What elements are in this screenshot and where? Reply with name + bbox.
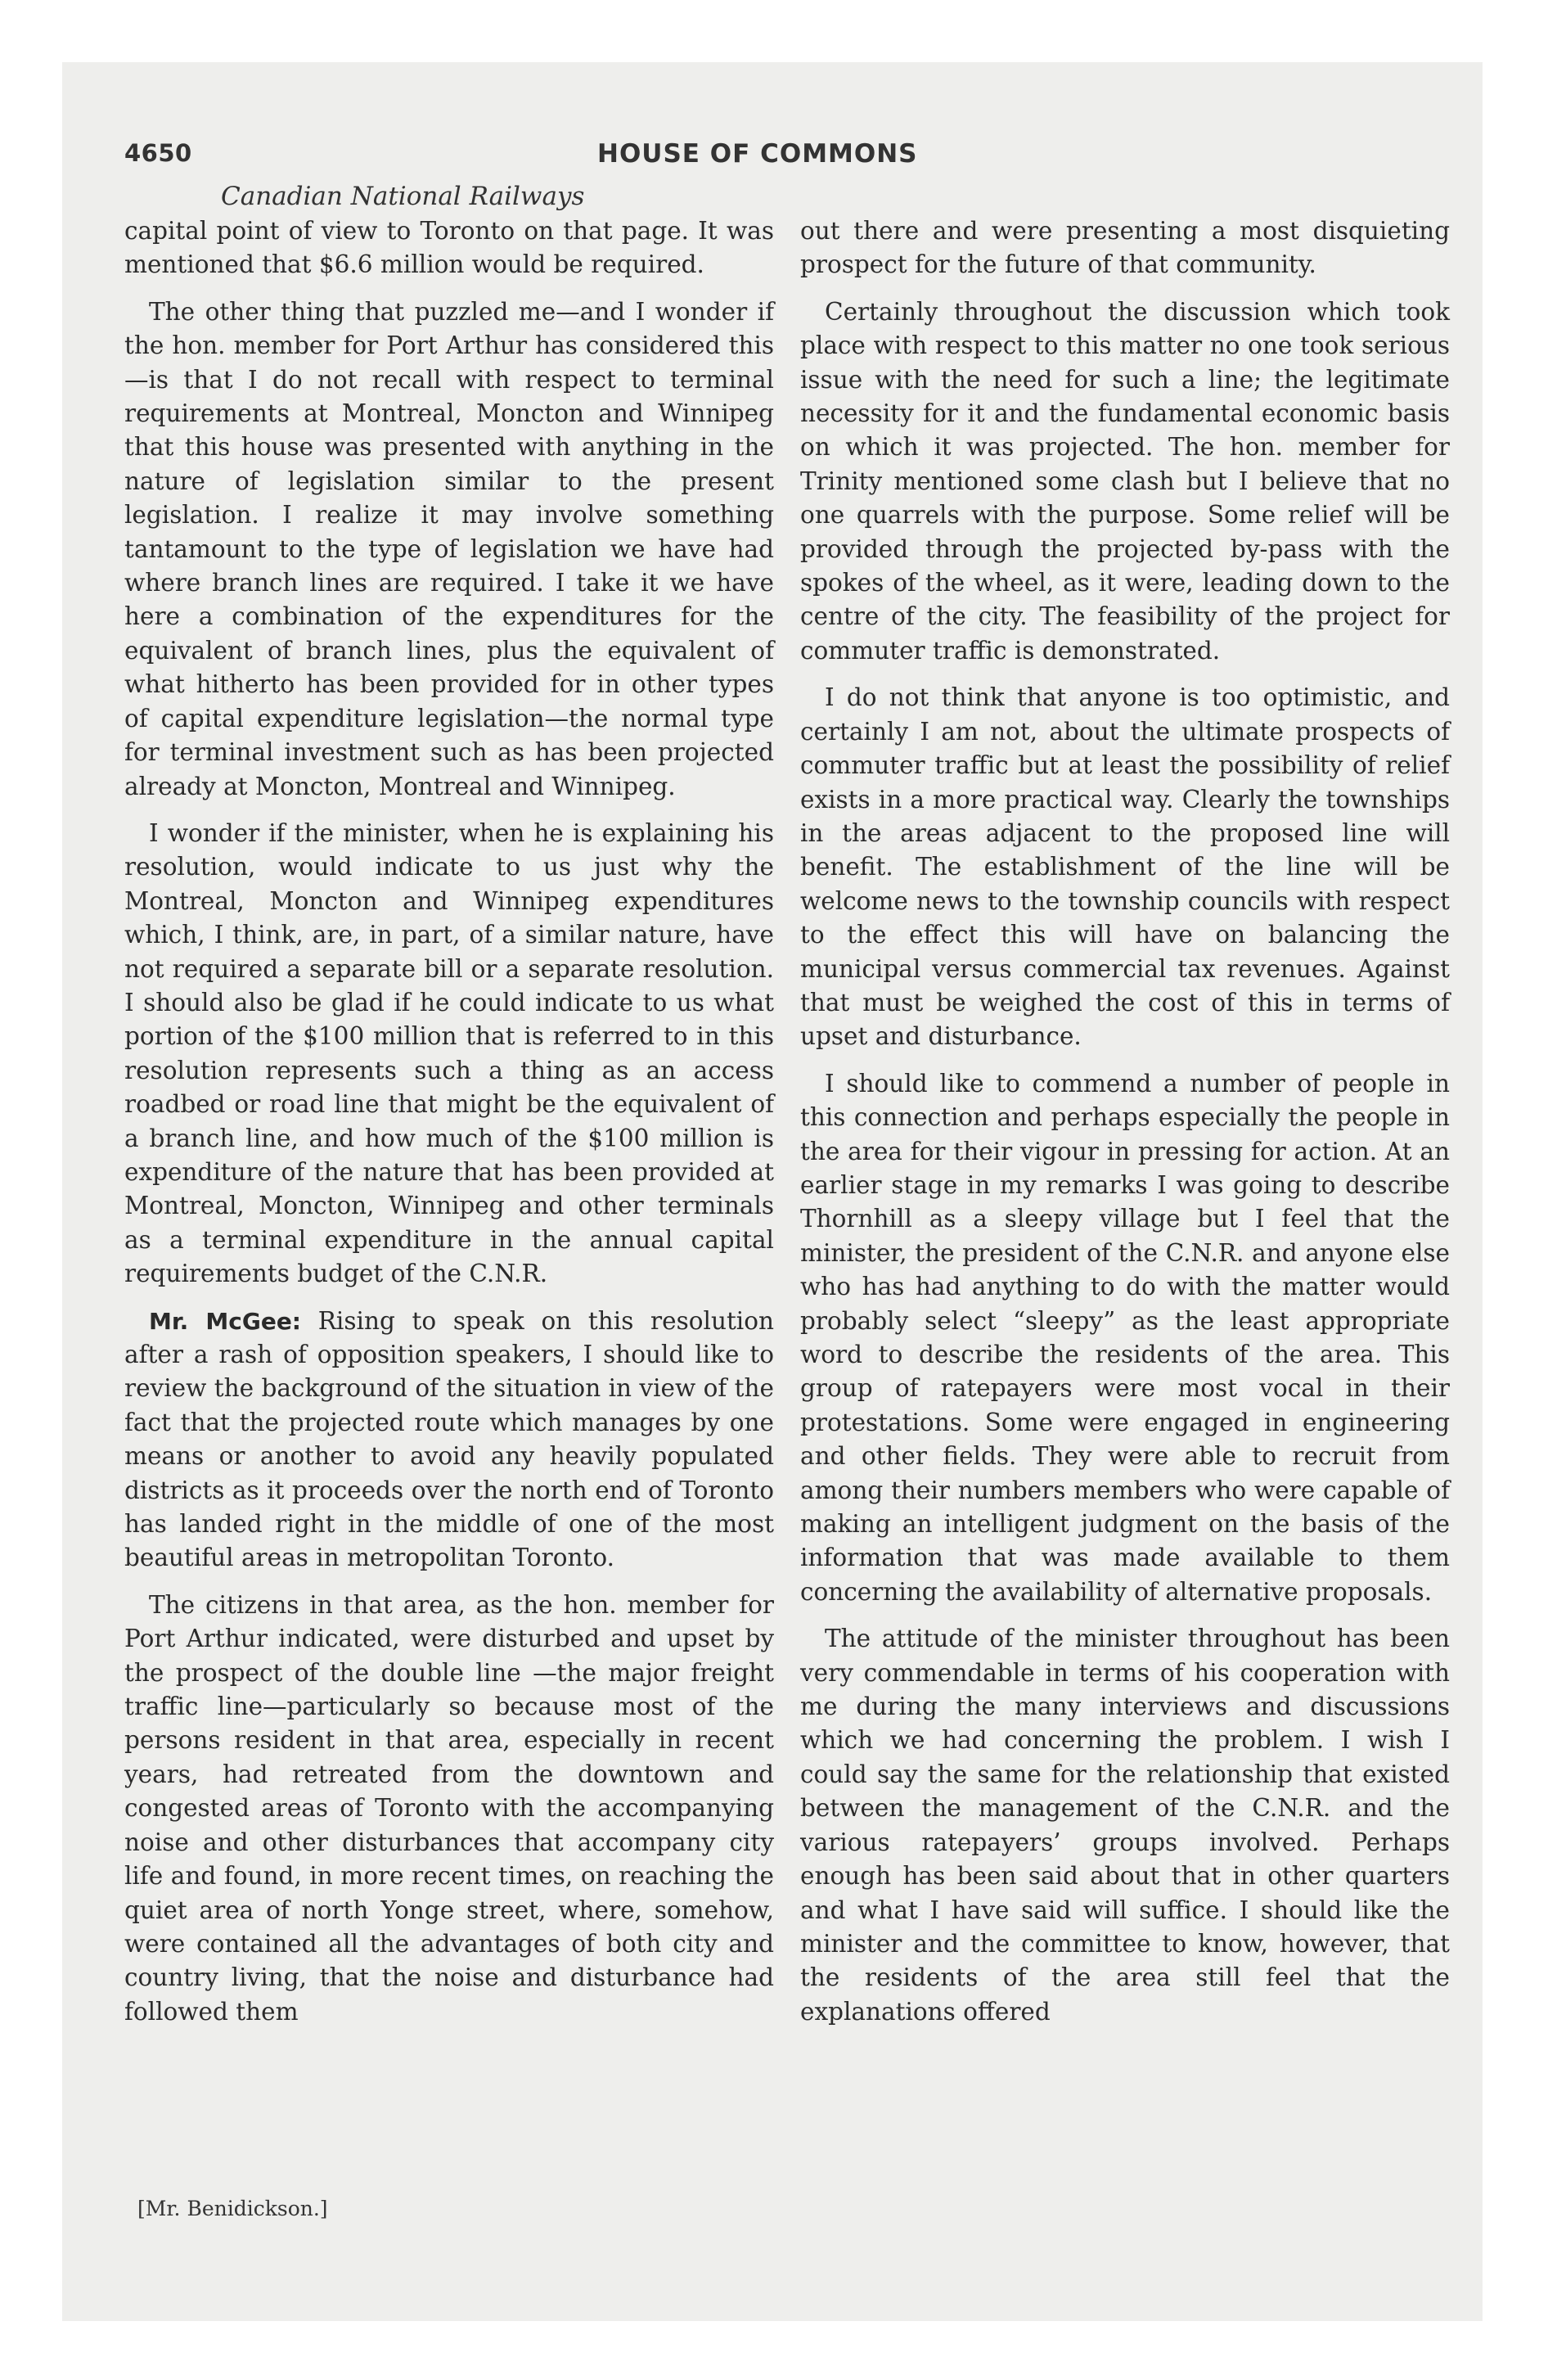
paragraph: The other thing that puzzled me—and I wonder if the hon. member for Port Arthur has considered this—is that I do not recall with respect to terminal requirements at Montreal, Moncton and Winnipeg that this house was presented with anything in the nature of legislation similar to the present legislation. I realize it may involve something tantamount to the type of legislation we have had where branch lines are required. I take it we have here a combination of the expenditures for the equivalent of branch lines, plus the equivalent of what hitherto has been provided for in other types of capital expenditure legislation—the normal type for terminal investment such as has been projected already at Moncton, Montreal and Winnipeg.: [124, 297, 774, 800]
paragraph: I should like to commend a number of people in this connection and perhaps especially the people in the area for their vigour in pressing for action. At an earlier stage in my remarks I was going to describe Thornhill as a sleepy village but I feel that the minister, the president of the C.N.R. and anyone else who has had anything to do with the matter would probably select “sleepy” as the least appropriate word to describe the residents of the area. This group of ratepayers were most vocal in their protestations. Some were engaged in engineering and other fields. They were able to recruit from among their numbers members who were capable of making an intelligent judgment on the basis of the information that was made available to them concerning the availability of alternative proposals.: [800, 1069, 1450, 1606]
paragraph: I wonder if the minister, when he is explaining his resolution, would indicate to us just why the Montreal, Moncton and Winnipeg expenditures which, I think, are, in part, of a similar nature, have not required a separate bill or a separate resolution. I should also be glad if he could indicate to us what portion of the $100 million that is referred to in this resolution represents such a thing as an access roadbed or road line that might be the equivalent of a branch line, and how much of the $100 million is expenditure of the nature that has been provided at Montreal, Moncton, Winnipeg and other terminals as a terminal expenditure in the annual capital requirements budget of the C.N.R.: [124, 818, 774, 1288]
paragraph: The attitude of the minister throughout has been very commendable in terms of his cooperation with me during the many interviews and discussions which we had concerning the problem. I wish I could say the same for the relationship that existed between the management of the C.N.R. and the various ratepayers’ groups involved. Perhaps enough has been said about that in other quarters and what I have said will suffice. I should like the minister and the committee to know, however, that the residents of the area still feel that the explanations offered: [800, 1625, 1450, 2026]
paragraph: Certainly throughout the discussion which took place with respect to this matter no one took serious issue with the need for such a line; the legitimate necessity for it and the fundamental economic basis on which it was projected. The hon. member for Trinity mentioned some clash but I believe that no one quarrels with the purpose. Some relief will be provided through the projected by-pass with the spokes of the wheel, as it were, leading down to the centre of the city. The feasibility of the project for commuter traffic is demonstrated.: [800, 297, 1450, 665]
footer-speaker-note: [Mr. Benidickson.]: [137, 2197, 328, 2220]
page-number: 4650: [124, 139, 192, 167]
section-subject: Canadian National Railways: [221, 182, 585, 211]
speech-paragraph: [124, 1305, 774, 1575]
paragraph: I do not think that anyone is too optimistic, and certainly I am not, about the ultimate prospects of commuter traffic but at least the possibility of relief exists in a more practical way. Clearly the townships in the areas adjacent to the proposed line will benefit. The establishment of the line will be welcome news to the township councils with respect to the effect this will have on balancing the municipal versus commercial tax revenues. Against that must be weighed the cost of this in terms of upset and disturbance.: [800, 683, 1450, 1051]
left-column: [124, 214, 774, 2029]
speaker-name: Mr. McGee:: [149, 1307, 302, 1335]
paragraph: out there and were presenting a most disquieting prospect for the future of that community.: [800, 217, 1450, 279]
page-title: HOUSE OF COMMONS: [597, 139, 918, 169]
speech-text: Rising to speak on this resolution after a rash of opposition speakers, I should like to review the background of the situation in view of the fact that the projected route which manages by one means or another to avoid any heavily populated districts as it proceeds over the north end of Toronto has landed right in the middle of one of the most beautiful areas in metropolitan Toronto.: [124, 1306, 774, 1572]
paragraph: The citizens in that area, as the hon. member for Port Arthur indicated, were disturbed and upset by the prospect of the double line —the major freight traffic line—particularly so because most of the persons resident in that area, especially in recent years, had retreated from the downtown and congested areas of Toronto with the accompanying noise and other disturbances that accompany city life and found, in more recent times, on reaching the quiet area of north Yonge street, where, somehow, were contained all the advantages of both city and country living, that the noise and disturbance had followed them: [124, 1590, 774, 2026]
paragraph: capital point of view to Toronto on that page. It was mentioned that $6.6 million would be required.: [124, 217, 774, 279]
right-column: [800, 214, 1450, 2029]
